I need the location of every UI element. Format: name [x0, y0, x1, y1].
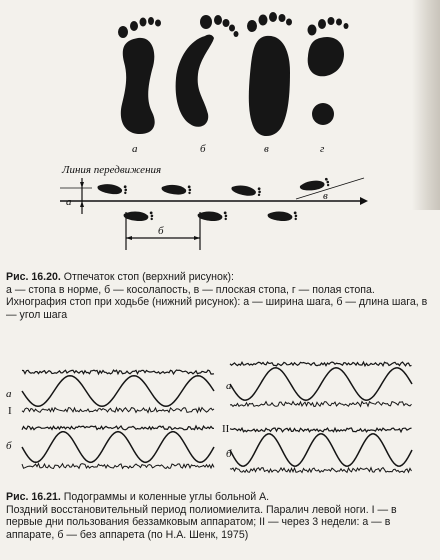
caption-16-20-number: Рис. 16.20.: [6, 271, 61, 283]
caption-16-21-number: Рис. 16.21.: [6, 491, 61, 503]
footprint-flatfoot: [247, 12, 292, 136]
caption-16-20-title: Отпечаток стоп (верхний рисунок):: [63, 271, 234, 283]
path-footprints: [97, 178, 330, 222]
panel-label-left-I: I: [8, 405, 12, 417]
left-b-knee-angle-curve: [22, 432, 214, 463]
right-b-knee-angle-curve: [230, 434, 412, 466]
panel-label-left-a: а: [6, 388, 12, 400]
footprint-label-cavus: г: [320, 143, 325, 155]
panel-label-right-II: II: [222, 423, 230, 435]
marker-step-width: а: [66, 196, 72, 208]
figure-16-20-caption: [6, 271, 434, 321]
right-a-knee-angle-curve: [230, 368, 412, 400]
left-a-baseline: [22, 408, 214, 413]
marker-step-length: б: [158, 225, 164, 237]
footprint-label-clubfoot: б: [200, 143, 206, 155]
left-a-knee-angle-curve: [22, 376, 214, 407]
walking-line-label: Линия передвижения: [62, 164, 162, 176]
right-a-upper-trace: [230, 362, 412, 366]
caption-16-20-body: а — стопа в норме, б — косолапость, в — плоская стопа, г — полая стопа. Ихнография стоп при ходьбе (нижний рисунок): а — ширина шага, б — длина шага, в — угол шага: [6, 283, 428, 321]
left-b-upper-trace: [22, 426, 214, 430]
left-b-baseline: [22, 464, 214, 469]
footprint-normal: [118, 17, 161, 134]
footprint-label-flatfoot: в: [264, 143, 269, 155]
left-a-upper-trace: [22, 370, 214, 374]
footprint-cavus: [308, 17, 349, 125]
footprint-clubfoot: [176, 15, 239, 127]
right-b-upper-trace: [230, 428, 412, 432]
right-a-baseline: [230, 402, 412, 407]
right-b-baseline: [230, 468, 412, 473]
marker-step-angle: в: [323, 190, 328, 202]
podogram-panels: [22, 362, 412, 473]
panel-label-left-b: б: [6, 440, 12, 452]
caption-16-21-title: Подограммы и коленные углы больной А.: [63, 491, 270, 503]
footprint-label-normal: а: [132, 143, 138, 155]
panel-label-right-a: а: [226, 380, 232, 392]
figure-16-21-caption: [6, 491, 434, 541]
panel-label-right-b: б: [226, 448, 232, 460]
caption-16-21-body: Поздний восстановительный период полиомиелита. Паралич левой ноги. I — в первые дни пользования беззамковым аппаратом; II — через 3 недели: а — в аппарате, б — без аппарета (по Н.А. Шенк, 1975): [6, 503, 397, 541]
